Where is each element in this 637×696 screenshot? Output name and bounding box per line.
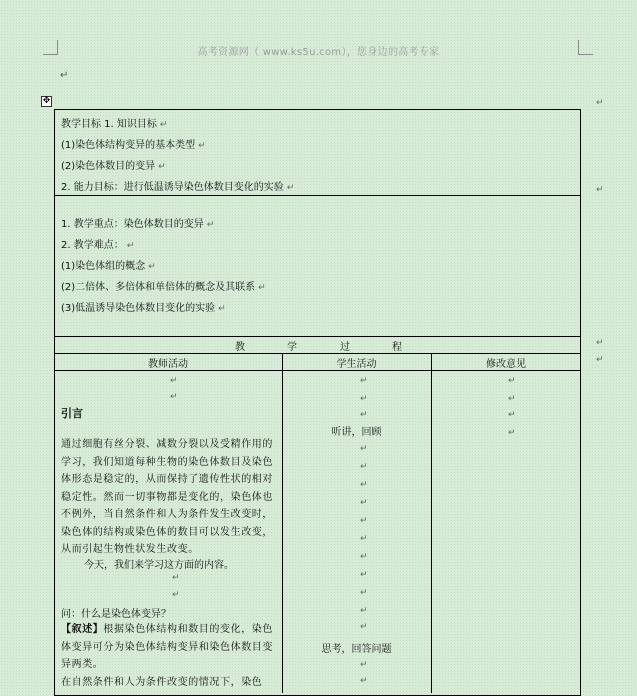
intro-paragraph: 通过细胞有丝分裂、减数分裂以及受精作用的学习，我们知道每种生物的染色体数目及染色体形态是稳定的，从而保持了遗传性状的相对稳定性。然而一切事物都是变化的，染色体也不例外，当自然条件和人为条件发生改变时，染色体的结构或染色体的数目可以发生改变，从而引起生物性状发生改变。: [61, 439, 273, 555]
page-header: 高考资源网（ www.ks5u.com），您身边的高考专家: [197, 47, 440, 58]
paragraph-mark-icon: ↵: [360, 660, 368, 670]
process-title-char-4: 程: [392, 342, 402, 353]
focus-line-3: (1)染色体组的概念 ↵: [61, 261, 156, 272]
paragraph-mark-icon: ↵: [172, 573, 180, 583]
objective-line-4: 2. 能力目标：进行低温诱导染色体数目变化的实验 ↵: [61, 182, 295, 193]
column-header-student: 学生活动: [336, 359, 377, 370]
student-listen: 听讲，回顾: [331, 427, 382, 438]
column-header-notes: 修改意见: [486, 359, 526, 370]
paragraph-mark-icon: ↵: [360, 462, 368, 472]
objectives-section: [54, 109, 581, 196]
focus-line-5: (3)低温诱导染色体数目变化的实验 ↵: [61, 303, 226, 314]
paragraph-mark-icon: ↵: [360, 410, 368, 420]
paragraph-mark-icon: ↵: [360, 588, 368, 598]
paragraph-mark-icon: ↵: [360, 534, 368, 544]
paragraph-mark-icon: ↵: [508, 394, 516, 404]
question-line: 问：什么是染色体变异？: [61, 609, 171, 620]
last-line: 在自然条件和人为条件改变的情况下，染色: [61, 677, 263, 688]
process-title-char-1: 教: [235, 342, 245, 353]
process-header-divider: [54, 370, 581, 371]
paragraph-mark-icon: ↵: [360, 676, 368, 686]
row-end-mark-icon: ↵: [596, 355, 604, 365]
paragraph-mark-icon: ↵: [170, 392, 178, 402]
focus-section: [54, 195, 581, 337]
process-title-divider: [54, 353, 581, 354]
paragraph-mark-icon: ↵: [360, 552, 368, 562]
paragraph-mark-icon: ↵: [360, 516, 368, 526]
paragraph-mark-icon: ↵: [360, 570, 368, 580]
narrate-label: 【叙述】: [61, 624, 104, 635]
paragraph-mark-icon: ↵: [360, 606, 368, 616]
paragraph-mark-icon: ↵: [360, 394, 368, 404]
paragraph-mark-icon: ↵: [360, 480, 368, 490]
paragraph-mark-icon: ↵: [360, 444, 368, 454]
paragraph-mark-icon: ↵: [508, 410, 516, 420]
objective-line-2: (1)染色体结构变异的基本类型 ↵: [61, 140, 206, 151]
focus-line-2: 2. 教学难点： ↵: [61, 240, 135, 251]
row-end-mark-icon: ↵: [596, 338, 604, 348]
narrate-paragraph: 【叙述】根据染色体结构和数目的变化，染色体变异可分为染色体结构变异和染色体数目变异两类。: [61, 624, 274, 670]
process-title-char-2: 学: [287, 342, 297, 353]
paragraph-mark-icon: ↵: [60, 70, 69, 81]
paragraph-mark-icon: ↵: [360, 376, 368, 386]
focus-line-4: (2)二倍体、多倍体和单倍体的概念及其联系 ↵: [61, 282, 266, 293]
objective-line-1: 教学目标 1. 知识目标 ↵: [61, 119, 168, 130]
today-line: 今天，我们来学习这方面的内容。: [84, 560, 234, 571]
paragraph-mark-icon: ↵: [508, 376, 516, 386]
paragraph-mark-icon: ↵: [360, 498, 368, 508]
focus-line-1: 1. 教学重点：染色体数目的变异 ↵: [61, 219, 215, 230]
column-divider-2: [431, 353, 432, 693]
paragraph-mark-icon: ↵: [508, 428, 516, 438]
column-header-teacher: 教师活动: [148, 359, 188, 370]
student-think: 思考，回答问题: [321, 644, 392, 655]
process-title-char-3: 过: [340, 342, 350, 353]
objective-line-3: (2)染色体数目的变异 ↵: [61, 161, 166, 172]
table-move-handle-icon[interactable]: ✥: [42, 96, 51, 106]
paragraph-mark-icon: ↵: [360, 622, 368, 632]
row-end-mark-icon: ↵: [596, 98, 604, 108]
row-end-mark-icon: ↵: [596, 185, 604, 195]
paragraph-mark-icon: ↵: [172, 590, 180, 600]
intro-title: 引言: [61, 407, 83, 420]
paragraph-mark-icon: ↵: [170, 376, 178, 386]
